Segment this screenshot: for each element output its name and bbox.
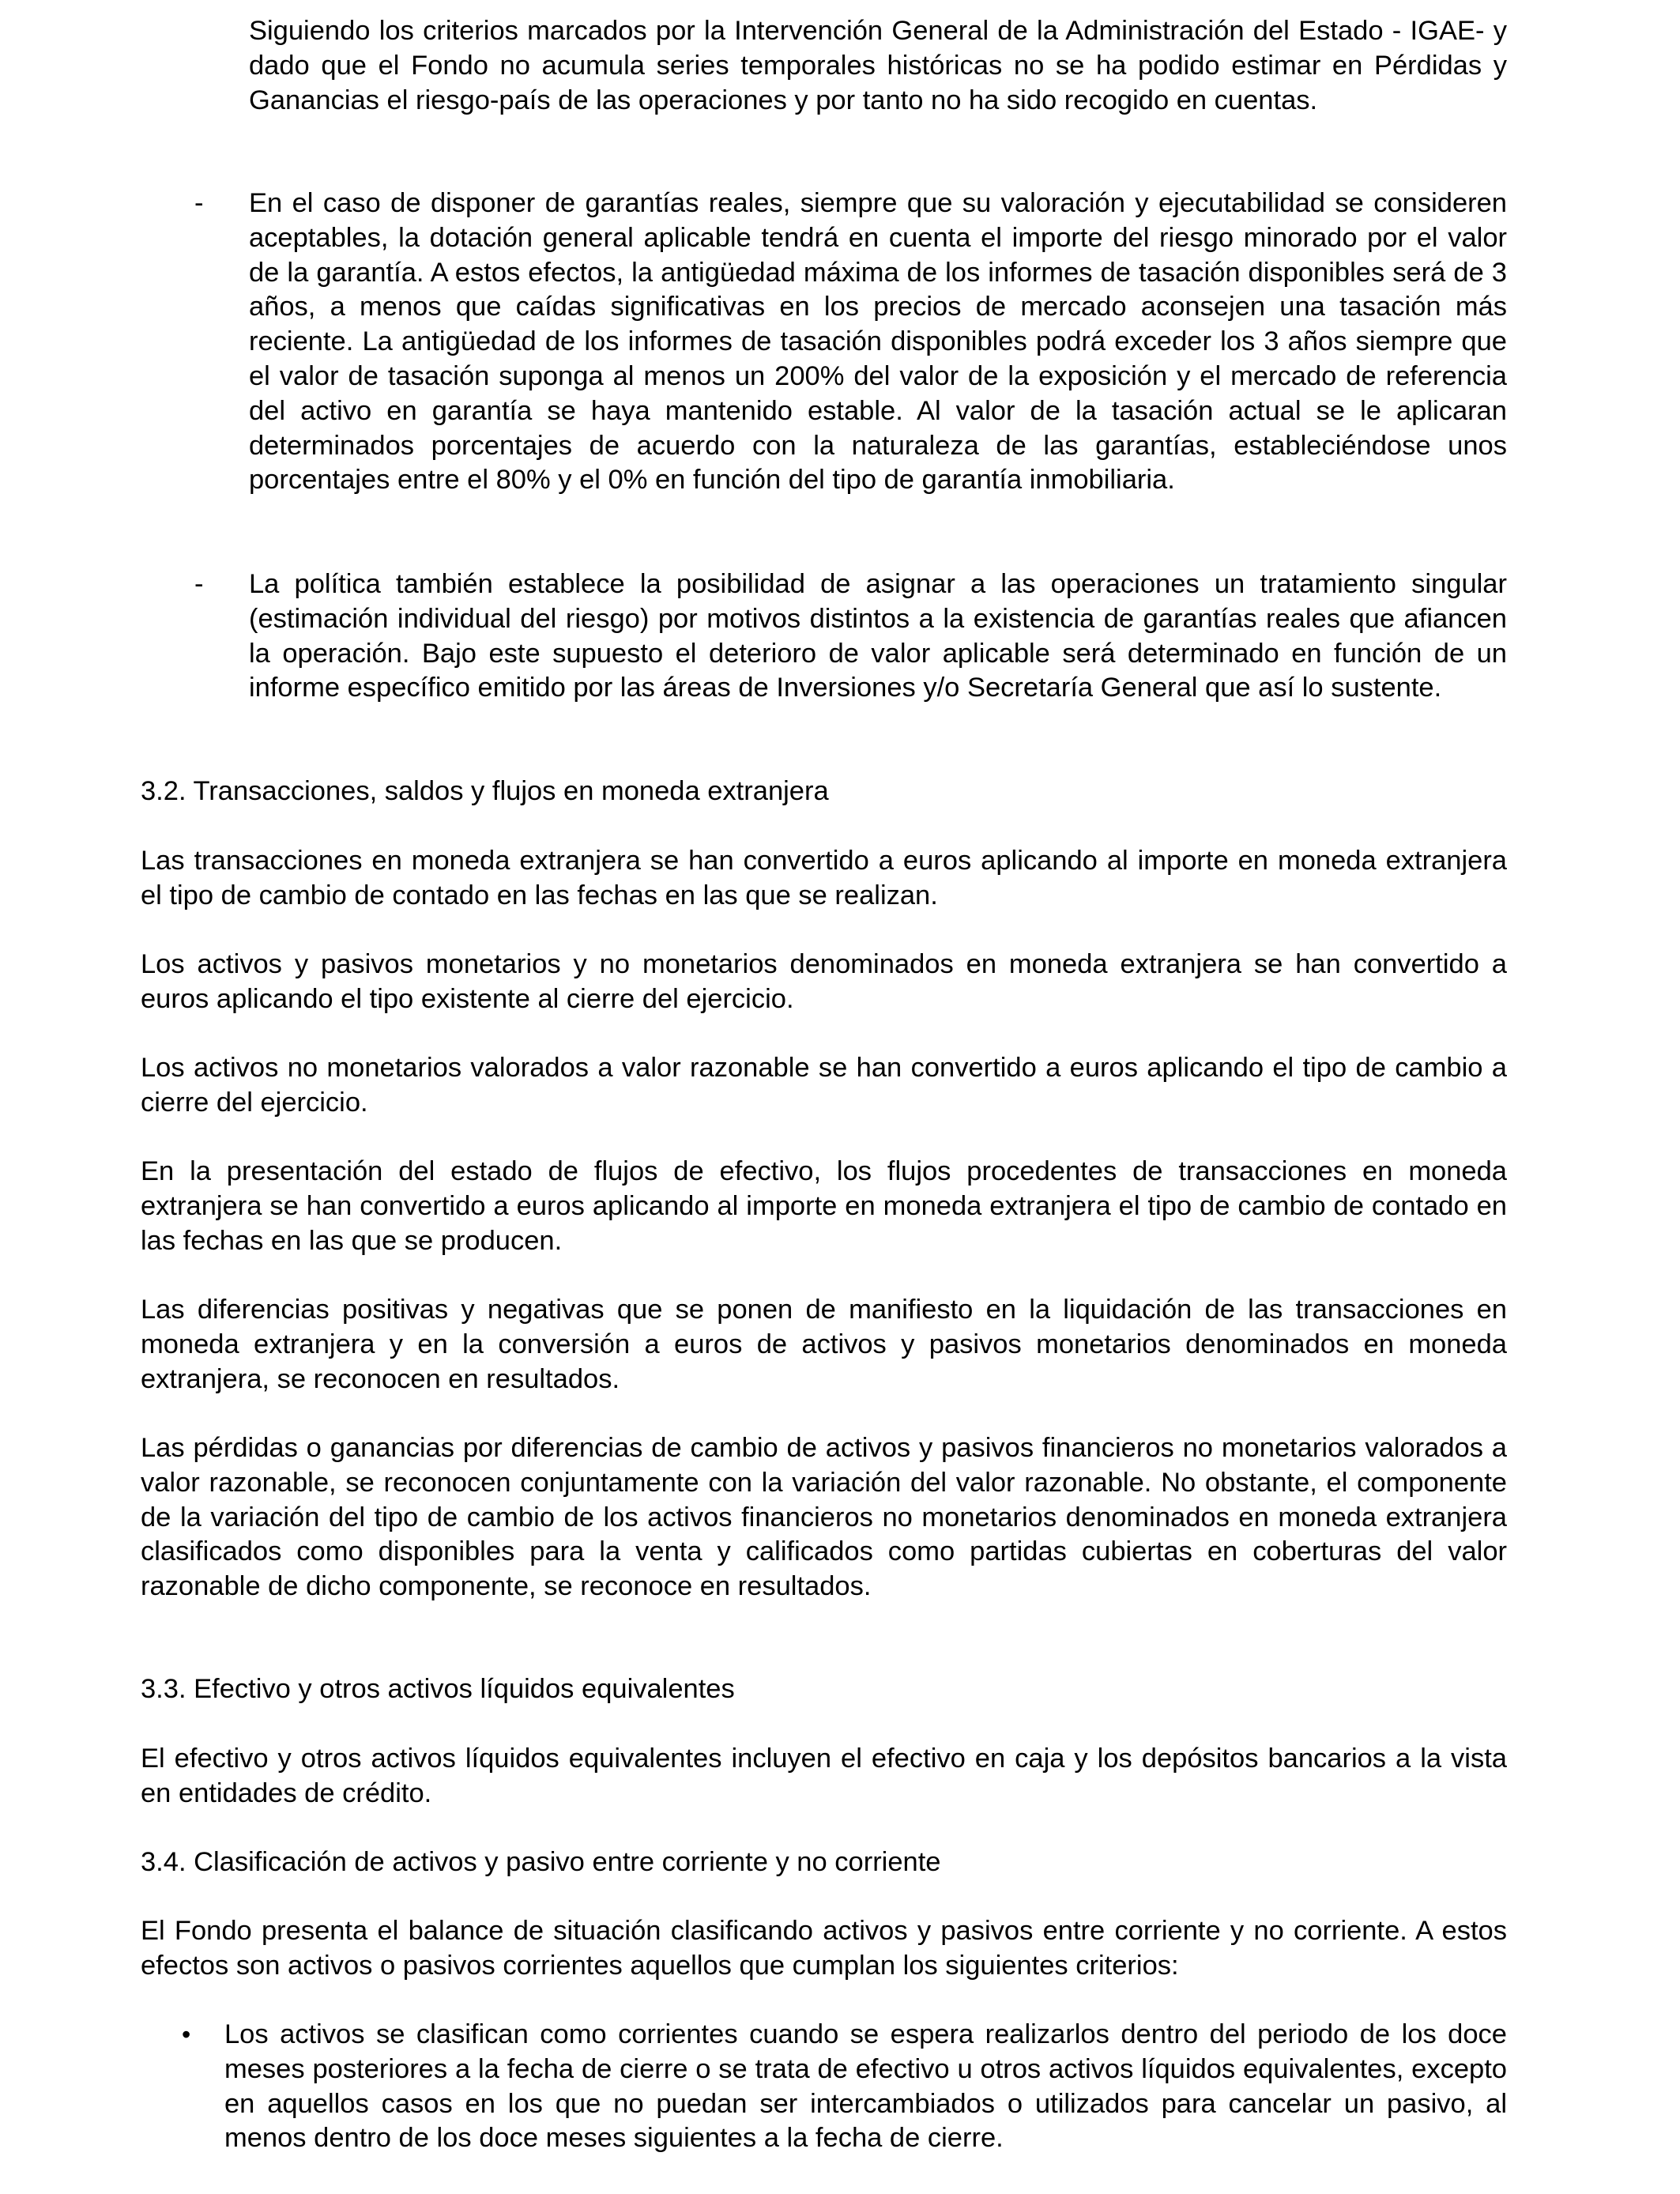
- section-3-4-paragraph: El Fondo presenta el balance de situación clasificando activos y pasivos entre corriente y no corriente. A estos efectos son activos o pasivos corrientes aquellos que cumplan los siguientes criterios:: [141, 1916, 1507, 1981]
- dash-item-singular-treatment: La política también establece la posibilidad de asignar a las operaciones un tratamiento singular (estimación individual del riesgo) por motivos distintos a la existencia de garantías reales que afiancen la operación. Bajo este supuesto el deterioro de valor aplicable será determinado en función de un informe específico emitido por las áreas de Inversiones y/o Secretaría General que así lo sustente.: [249, 569, 1507, 703]
- section-3-3-heading: 3.3. Efectivo y otros activos líquidos equivalentes: [141, 1674, 735, 1704]
- bullet-item-current-assets: Los activos se clasifican como corrientes cuando se espera realizarlos dentro del periodo de los doce meses posteriores a la fecha de cierre o se trata de efectivo u otros activos líquidos equivalentes, excepto en aquellos casos en los que no puedan ser intercambiados o utilizados para cancelar un pasivo, al menos dentro de los doce meses siguientes a la fecha de cierre.: [224, 2019, 1507, 2154]
- section-3-4-heading: 3.4. Clasificación de activos y pasivo entre corriente y no corriente: [141, 1847, 941, 1877]
- dash-marker: -: [194, 569, 204, 599]
- bullet-marker: •: [182, 2020, 191, 2049]
- section-3-3-paragraph: El efectivo y otros activos líquidos equivalentes incluyen el efectivo en caja y los depósitos bancarios a la vista en entidades de crédito.: [141, 1744, 1507, 1808]
- section-3-2-paragraph: Los activos no monetarios valorados a valor razonable se han convertido a euros aplicando el tipo de cambio a cierre del ejercicio.: [141, 1053, 1507, 1118]
- section-3-2-paragraph: Las pérdidas o ganancias por diferencias de cambio de activos y pasivos financieros no monetarios valorados a valor razonable, se reconocen conjuntamente con la variación del valor razonable. No obstante, el componente de la variación del tipo de cambio de los activos financieros no monetarios denominados en moneda extranjera clasificados como disponibles para la venta y calificados como partidas cubiertas en coberturas del valor razonable de dicho componente, se reconoce en resultados.: [141, 1433, 1507, 1602]
- section-3-2-paragraph: Las transacciones en moneda extranjera se han convertido a euros aplicando al importe en moneda extranjera el tipo de cambio de contado en las fechas en las que se realizan.: [141, 846, 1507, 910]
- section-3-2-paragraph: Las diferencias positivas y negativas que se ponen de manifiesto en la liquidación de las transacciones en moneda extranjera y en la conversión a euros de activos y pasivos monetarios denominados en moneda extranjera, se reconocen en resultados.: [141, 1295, 1507, 1394]
- section-3-2-heading: 3.2. Transacciones, saldos y flujos en moneda extranjera: [141, 776, 829, 806]
- section-3-2-paragraph: En la presentación del estado de flujos de efectivo, los flujos procedentes de transacciones en moneda extranjera se han convertido a euros aplicando al importe en moneda extranjera el tipo de cambio de contado en las fechas en las que se producen.: [141, 1156, 1507, 1256]
- intro-paragraph: Siguiendo los criterios marcados por la Intervención General de la Administración del Estado - IGAE- y dado que el Fondo no acumula series temporales históricas no se ha podido estimar en Pérdidas y Ganancias el riesgo-país de las operaciones y por tanto no ha sido recogido en cuentas.: [249, 16, 1507, 115]
- dash-marker: -: [194, 188, 204, 218]
- dash-item-guarantees: En el caso de disponer de garantías reales, siempre que su valoración y ejecutabilidad se consideren aceptables, la dotación general aplicable tendrá en cuenta el importe del riesgo minorado por el valor de la garantía. A estos efectos, la antigüedad máxima de los informes de tasación disponibles será de 3 años, a menos que caídas significativas en los precios de mercado aconsejen una tasación más reciente. La antigüedad de los informes de tasación disponibles podrá exceder los 3 años siempre que el valor de tasación suponga al menos un 200% del valor de la exposición y el mercado de referencia del activo en garantía se haya mantenido estable. Al valor de la tasación actual se le aplicaran determinados porcentajes de acuerdo con la naturaleza de las garantías, estableciéndose unos porcentajes entre el 80% y el 0% en función del tipo de garantía inmobiliaria.: [249, 188, 1507, 496]
- section-3-2-paragraph: Los activos y pasivos monetarios y no monetarios denominados en moneda extranjera se han convertido a euros aplicando el tipo existente al cierre del ejercicio.: [141, 949, 1507, 1014]
